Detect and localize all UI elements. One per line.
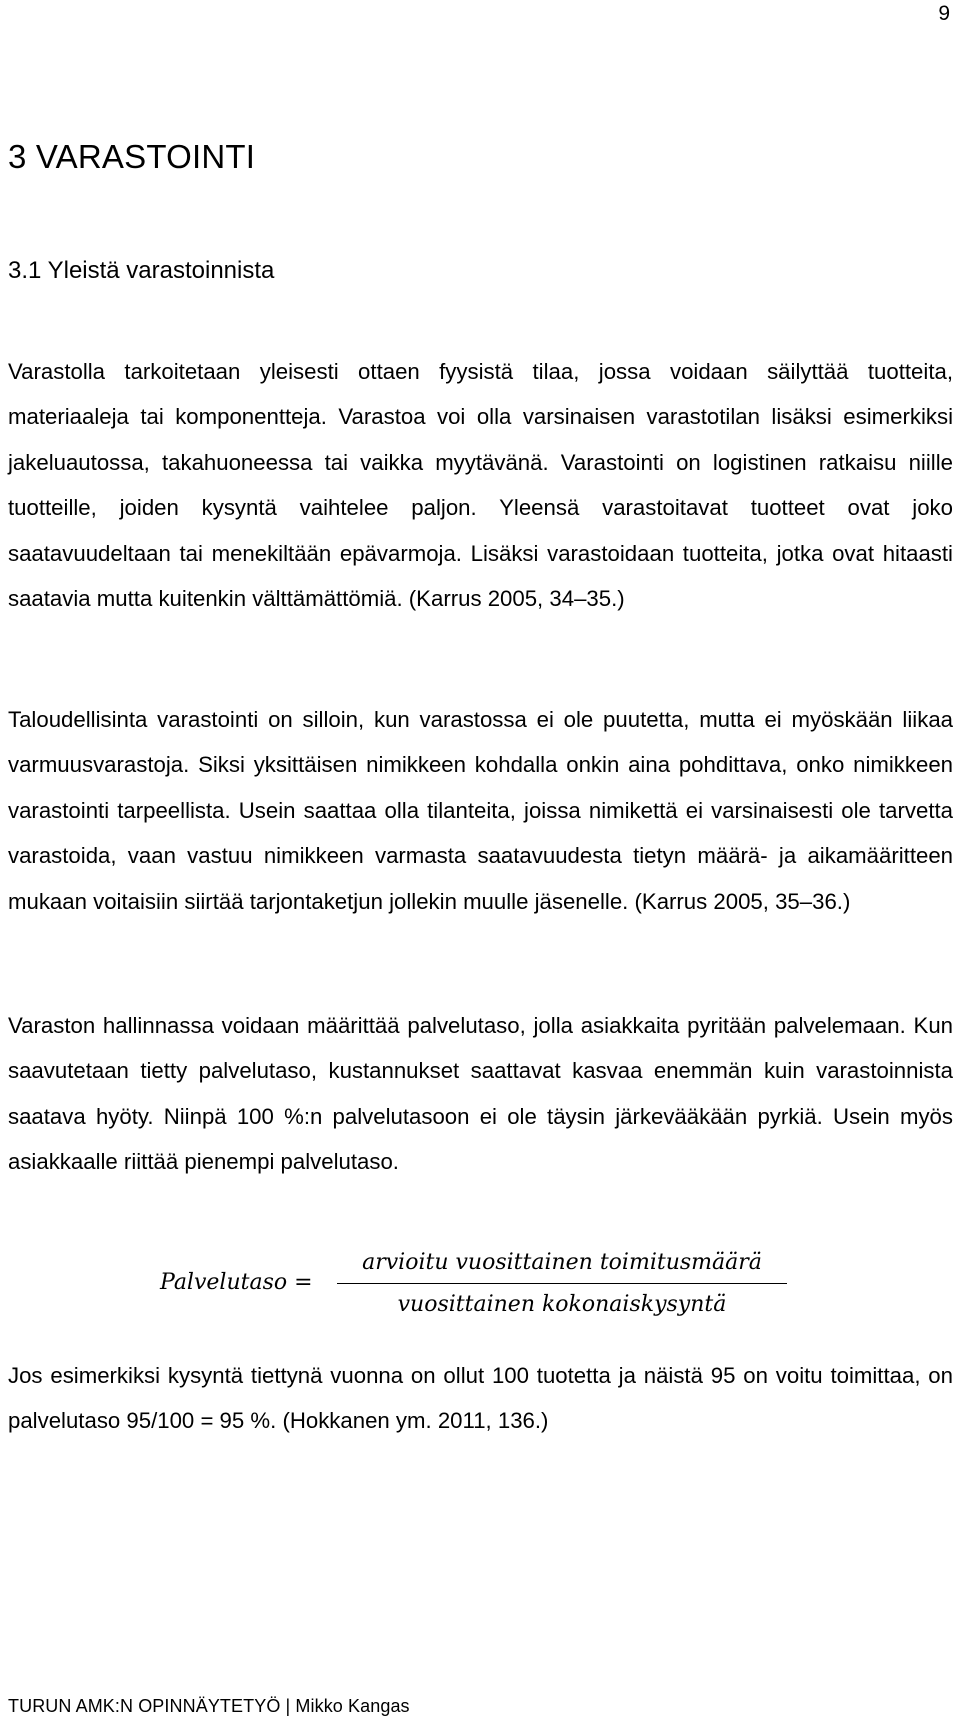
fraction-bar [337,1283,787,1284]
paragraph-economic-storage: Taloudellisinta varastointi on silloin, kun varastossa ei ole puutetta, mutta ei myöskään liikaa varmuusvarastoja. Siksi yksittäisen nimikkeen kohdalla onkin aina pohdittava, onko nimikkeen varastointi tarpeellista. Usein saattaa olla tilanteita, joissa nimikettä ei varsinaisesti ole tarvetta varastoida, vaan vastuu nimikkeen varmasta saatavuudesta tietyn määrä- ja aikamääritteen mukaan voitaisiin siirtää tarjontaketjun jollekin muulle jäsenelle. (Karrus 2005, 35–36.) [8,707,953,914]
paragraph-service-level: Varaston hallinnassa voidaan määrittää palvelutaso, jolla asiakkaita pyritään palvelemaan. Kun saavutetaan tietty palvelutaso, kustannukset saattavat kasvaa enemmän kuin varastoinnista saatava hyöty. Niinpä 100 %:n palvelutasoon ei ole täysin järkevääkään pyrkiä. Usein myös asiakkaalle riittää pienempi palvelutaso. [8,1013,953,1175]
page-number: 9 [938,2,950,25]
section-title: 3.1 Yleistä varastoinnista [8,257,275,284]
chapter-title: 3 VARASTOINTI [8,138,256,175]
formula-denominator: vuosittainen kokonaiskysyntä [397,1292,727,1317]
page-footer: TURUN AMK:N OPINNÄYTETYÖ | Mikko Kangas [8,1696,410,1716]
paragraph-storage-definition: Varastolla tarkoitetaan yleisesti ottaen fyysistä tilaa, jossa voidaan säilyttää tuotteita, materiaaleja tai komponentteja. Varastoa voi olla varsinaisen varastotilan lisäksi esimerkiksi jakeluautossa, takahuoneessa tai vaikka myytävänä. Varastointi on logistinen ratkaisu niille tuotteille, joiden kysyntä vaihtelee paljon. Yleensä varastoitavat tuotteet ovat joko saatavuudeltaan tai menekiltään epävarmoja. Lisäksi varastoidaan tuotteita, jotka ovat hitaasti saatavia mutta kuitenkin välttämättömiä. (Karrus 2005, 34–35.) [8,359,953,612]
formula-lhs: Palvelutaso = [160,1270,313,1295]
formula-fraction [337,1246,787,1323]
service-level-formula [160,1246,800,1326]
formula-numerator: arvioitu vuosittainen toimitusmäärä [362,1250,762,1275]
paragraph-service-level-example: Jos esimerkiksi kysyntä tiettynä vuonna on ollut 100 tuotetta ja näistä 95 on voitu toimittaa, on palvelutaso 95/100 = 95 %. (Hokkanen ym. 2011, 136.) [8,1363,953,1434]
